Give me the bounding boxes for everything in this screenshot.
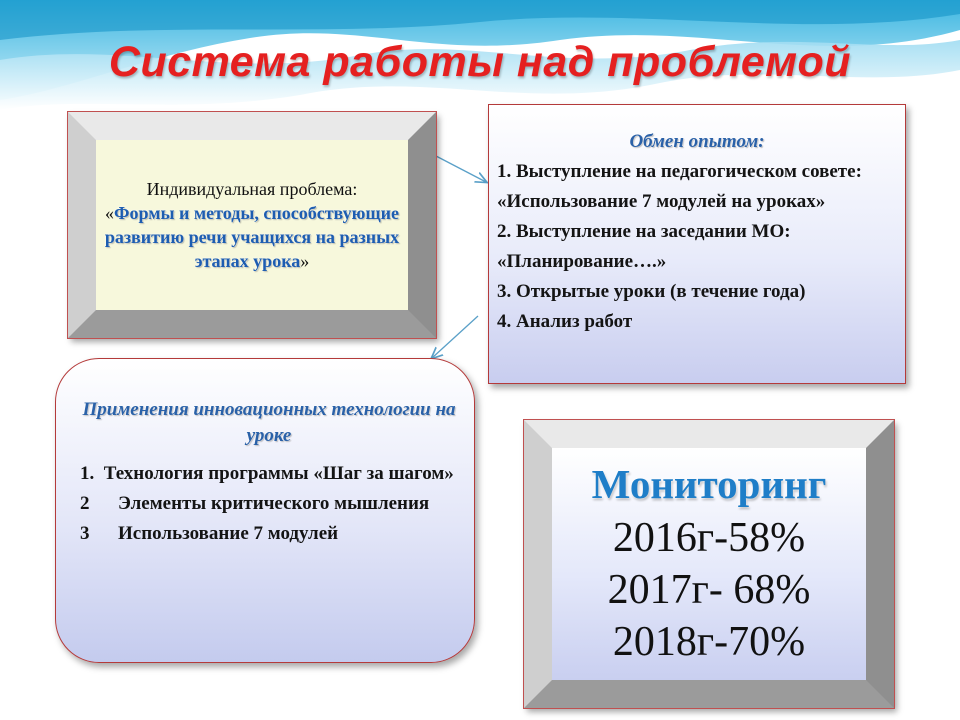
exchange-item: 4. Анализ работ <box>497 311 633 332</box>
exchange-heading: Обмен опытом: <box>629 131 765 152</box>
monitoring-content <box>552 448 866 680</box>
item-number: 2 <box>80 493 90 514</box>
problem-topic: Формы и методы, способствующие развитию речи учащихся на разных этапах урока <box>104 203 400 271</box>
item-number: 1. <box>80 463 95 484</box>
monitoring-line: 2017г- 68% <box>607 567 811 613</box>
page-title: Система работы над проблемой <box>108 38 852 86</box>
individual-problem-box <box>68 112 436 338</box>
individual-problem-text <box>96 140 408 310</box>
item-text: Технология программы «Шаг за шагом» <box>103 463 454 484</box>
exchange-item: 3. Открытые уроки (в течение года) <box>497 281 806 302</box>
arrow-problem-to-exchange <box>436 156 486 182</box>
monitoring-line: 2018г-70% <box>612 619 806 665</box>
exchange-item: 1. Выступление на педагогическом совете: «Использование 7 модулей на уроках» <box>497 161 862 212</box>
monitoring-line: 2016г-58% <box>612 515 806 561</box>
innovation-item <box>80 519 458 549</box>
item-text: Использование 7 модулей <box>118 523 339 544</box>
monitoring-box <box>524 420 894 708</box>
experience-exchange-box <box>488 104 906 384</box>
item-text: Элементы критического мышления <box>118 493 430 514</box>
innovation-item <box>80 489 458 519</box>
exchange-item: 2. Выступление на заседании МО: «Планирование….» <box>497 221 791 272</box>
innovation-technologies-box <box>55 358 475 663</box>
problem-prefix: Индивидуальная проблема: <box>146 179 358 199</box>
arrow-exchange-to-innovation <box>432 316 478 358</box>
monitoring-heading: Мониторинг <box>591 461 827 507</box>
quote-close: » <box>300 251 310 271</box>
innovation-heading: Применения инновационных технологии на уроке <box>82 399 456 446</box>
quote-open: « <box>105 203 114 223</box>
item-number: 3 <box>80 523 90 544</box>
innovation-item <box>80 459 458 489</box>
